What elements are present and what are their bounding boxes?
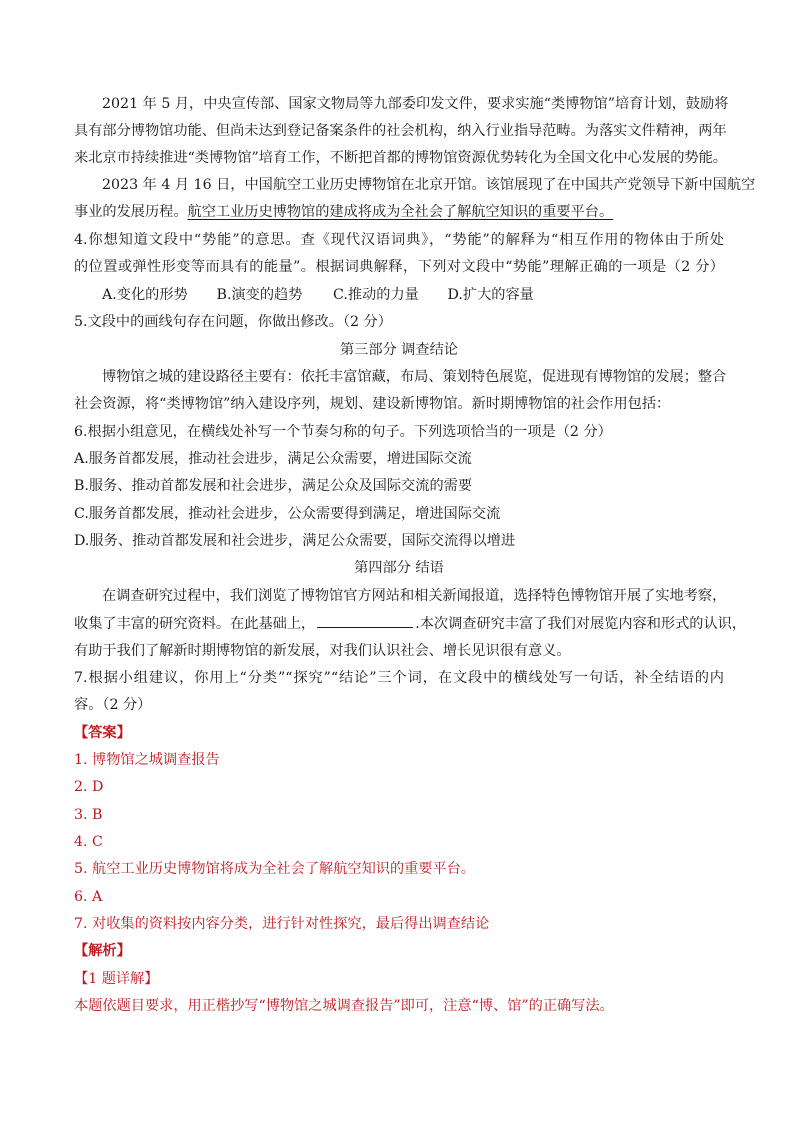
q5-stem: 5.文段中的画线句存在问题，你做出修改。（2 分） — [74, 314, 392, 330]
section4-para-line2-after: .本次调查研究丰富了我们对展览内容和形式的认识， — [415, 616, 747, 632]
q4-option-a: A.变化的形势 — [102, 287, 188, 303]
q6-option-a: A.服务首都发展，推动社会进步，满足公众需要，增进国际交流 — [74, 451, 472, 467]
answer-2: 2. D — [74, 779, 104, 795]
q7-line2: 容。（2 分） — [74, 697, 152, 713]
q4-option-b: B.演变的趋势 — [216, 287, 303, 303]
q7-line1: 7.根据小组建议，你用上“分类”“探究”“结论”三个词，在文段中的横线处写一句话，补全结语的内 — [74, 670, 724, 686]
q6-stem: 6.根据小组意见，在横线处补写一个节奏匀称的句子。下列选项恰当的一项是（2 分） — [74, 424, 612, 440]
section4-para-line1: 在调查研究过程中，我们浏览了博物馆官方网站和相关新闻报道，选择特色博物馆开展了实地考察， — [102, 588, 727, 604]
section4-para-line3: 有助于我们了解新时期博物馆的新发展，对我们认识社会、增长见识很有意义。 — [74, 643, 571, 659]
answer-1: 1. 博物馆之城调查报告 — [74, 752, 220, 768]
q4-option-d: D.扩大的容量 — [447, 287, 534, 303]
section3-para-line1: 博物馆之城的建设路径主要有：依托丰富馆藏，布局、策划特色展览，促进现有博物馆的发展；整合 — [102, 369, 727, 385]
answer-5: 5. 航空工业历史博物馆将成为全社会了解航空知识的重要平台。 — [74, 861, 476, 877]
section3-para-line2: 社会资源，将“类博物馆”纳入建设序列，规划、建设新博物馆。新时期博物馆的社会作用包括： — [74, 396, 671, 412]
section4-para-line2-before: 收集了丰富的研究资料。在此基础上， — [74, 616, 316, 632]
underlined-sentence: 航空工业历史博物馆的建成将成为全社会了解航空知识的重要平台。 — [187, 204, 614, 220]
q4-line1: 4.你想知道文段中“势能”的意思。查《现代汉语词典》，“势能”的解释为“相互作用的物体由于所处 — [74, 232, 724, 248]
answer-6: 6. A — [74, 889, 103, 905]
section3-heading: 第三部分 调查结论 — [339, 342, 458, 358]
answer-3: 3. B — [74, 807, 103, 823]
analysis-text: 本题依题目要求，用正楷抄写“博物馆之城调查报告”即可，注意“博、馆”的正确写法。 — [74, 998, 614, 1014]
answers-heading: 【答案】 — [74, 725, 131, 741]
para1-line1: 2021 年 5 月，中央宣传部、国家文物局等九部委印发文件，要求实施“类博物馆”培育计划，鼓励将 — [102, 96, 729, 112]
para2-line2-plain: 事业的发展历程。 — [74, 204, 188, 220]
section4-heading: 第四部分 结语 — [354, 560, 444, 576]
section4-para-line2 — [74, 613, 747, 634]
para1-line3: 来北京市持续推进“类博物馆”培育工作，不断把首都的博物馆资源优势转化为全国文化中心发展的势能。 — [74, 150, 727, 166]
analysis-heading: 【解析】 — [74, 943, 131, 959]
q6-option-b: B.服务、推动首都发展和社会进步，满足公众及国际交流的需要 — [74, 478, 473, 494]
para2-line1: 2023 年 4 月 16 日，中国航空工业历史博物馆在北京开馆。该馆展现了在中国共产党领导下新中国航空 — [102, 177, 756, 193]
answer-7: 7. 对收集的资料按内容分类，进行针对性探究，最后得出调查结论 — [74, 916, 490, 932]
q4-options — [102, 285, 752, 305]
fill-in-blank — [317, 613, 413, 628]
answer-4: 4. C — [74, 834, 103, 850]
q4-option-c: C.推动的力量 — [333, 287, 419, 303]
para2-line2 — [74, 202, 724, 222]
q4-line2: 的位置或弹性形变等而具有的能量”。根据词典解释，下列对文段中“势能”理解正确的一项是（2 分） — [74, 259, 724, 275]
q6-option-d: D.服务、推动首都发展和社会进步，满足公众需要，国际交流得以增进 — [74, 533, 516, 549]
q6-option-c: C.服务首都发展，推动社会进步，公众需要得到满足，增进国际交流 — [74, 506, 501, 522]
analysis-subheading: 【1 题详解】 — [74, 971, 159, 987]
para1-line2: 具有部分博物馆功能、但尚未达到登记备案条件的社会机构，纳入行业指导范畴。为落实文件精神，两年 — [74, 123, 727, 139]
